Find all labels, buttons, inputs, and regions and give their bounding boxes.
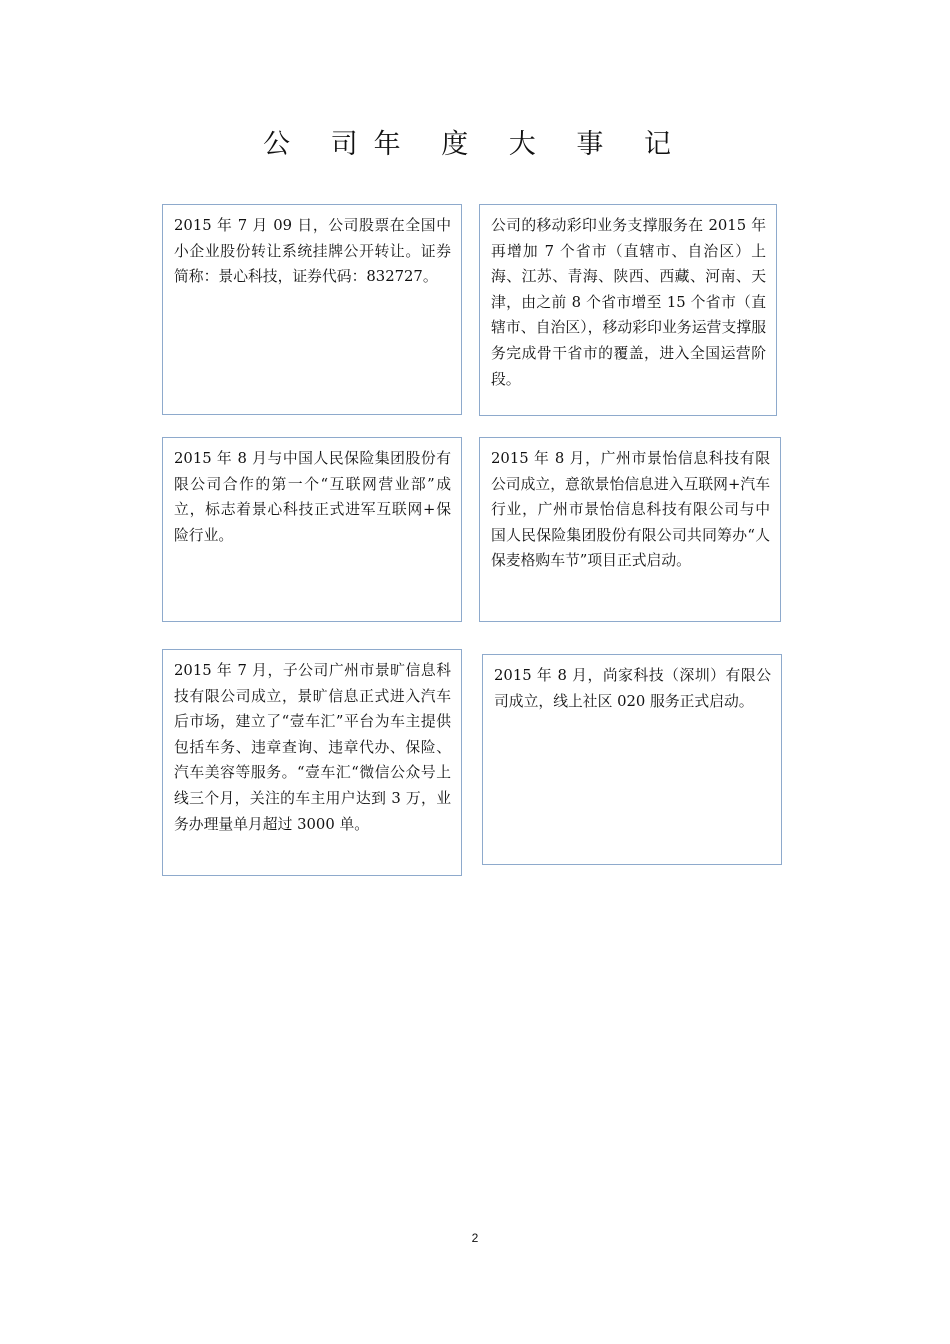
event-box-mobile-color-print bbox=[479, 204, 777, 416]
event-box-jingkuang-founded bbox=[162, 649, 462, 876]
event-box-jingyi-founded bbox=[479, 437, 781, 622]
page-number: 2 bbox=[471, 1231, 479, 1245]
event-box-shangjia-founded bbox=[482, 654, 782, 865]
event-text: 2015 年 8 月，广州市景怡信息科技有限公司成立，意欲景怡信息进入互联网+汽车行业，广州市景怡信息科技有限公司与中国人民保险集团股份有限公司共同筹办“人保麦格购车节”项目正式启动。 bbox=[491, 450, 770, 570]
event-text: 2015 年 8 月与中国人民保险集团股份有限公司合作的第一个“互联网营业部”成立，标志着景心科技正式进军互联网+保险行业。 bbox=[174, 450, 451, 544]
event-box-stock-listing bbox=[162, 204, 462, 415]
event-text: 2015 年 8 月，尚家科技（深圳）有限公司成立，线上社区 020 服务正式启动。 bbox=[494, 667, 771, 710]
event-box-internet-insurance bbox=[162, 437, 462, 622]
event-text: 2015 年 7 月，子公司广州市景旷信息科技有限公司成立，景旷信息正式进入汽车后市场，建立了“壹车汇”平台为车主提供包括车务、违章查询、违章代办、保险、汽车美容等服务。“壹车汇“微信公众号上线三个月，关注的车主用户达到 3 万，业务办理量单月超过 3000 单。 bbox=[174, 662, 451, 833]
event-text: 2015 年 7 月 09 日，公司股票在全国中小企业股份转让系统挂牌公开转让。证券简称：景心科技，证券代码：832727。 bbox=[174, 217, 451, 286]
page-title: 公 司年 度 大 事 记 bbox=[263, 129, 687, 160]
event-text: 公司的移动彩印业务支撑服务在 2015 年再增加 7 个省市（直辖市、自治区）上海、江苏、青海、陕西、西藏、河南、天津，由之前 8 个省市增至 15 个省市（直辖市、自治区），移动彩印业务运营支撑服务完成骨干省市的覆盖，进入全国运营阶段。 bbox=[491, 217, 766, 388]
